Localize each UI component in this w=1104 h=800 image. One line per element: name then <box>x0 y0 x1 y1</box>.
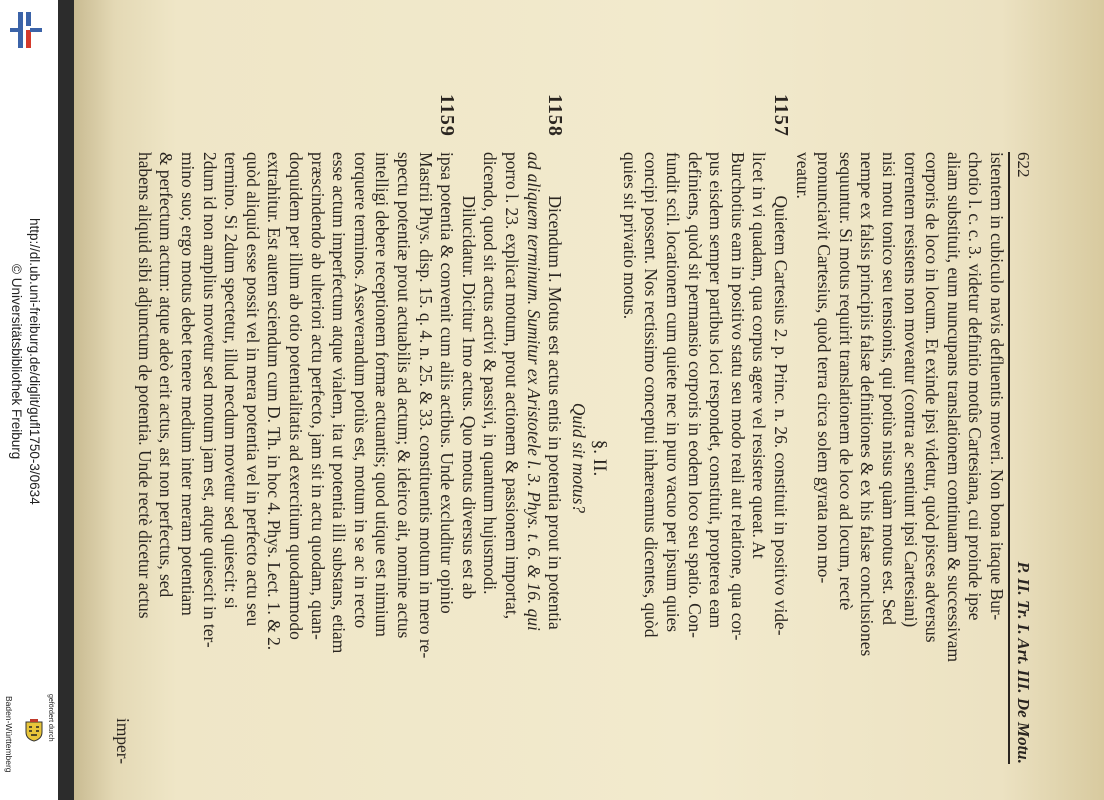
paragraph-2 <box>618 94 793 764</box>
ub-freiburg-logo-icon <box>6 10 46 50</box>
text-line: Dicendum I. Motus est actus entis in potentia prout in potentia <box>545 195 566 630</box>
page-header <box>1012 152 1036 764</box>
text-line: licet in vi quadam, qua corpus agere vel resistere queat. At <box>749 152 770 559</box>
section-heading: §. II. <box>589 439 611 477</box>
text-line: Burchotius eam in positivo statu seu modo reali aut relatione, qua cor- <box>727 152 748 641</box>
text-line: pus eisdem semper partibus loci respondet, constituit, propterea eam <box>706 152 727 629</box>
source-url-link[interactable]: http://dl.ub.uni-freiburg.de/diglit/gufl1750-3/0634 <box>27 218 42 505</box>
text-line: quies sit privatio motus. <box>619 152 640 320</box>
text-line: nempe ex falsis principiis falsæ definitiones & ex his falsæ conclusiones <box>857 152 878 657</box>
paragraph-1 <box>791 152 1007 764</box>
text-line: definiens, quòd sit permansio corporis in eodem loco seu spatio. Con- <box>684 152 705 638</box>
margin-number: 1158 <box>544 94 567 137</box>
text-line: intelligi debere receptionem formæ actuantis; quod utique est nimium <box>372 152 393 637</box>
page-text-block <box>112 94 1036 764</box>
text-line: aliam substituit, eum nuncupans translationem continuam & successivam <box>943 152 964 663</box>
header-rule <box>1008 152 1010 764</box>
text-line: esse actum imperfectum atque vialem, ita ut potentia illi substans, etiam <box>329 152 350 654</box>
scanned-page <box>74 0 1104 800</box>
text-line: concipi possent. Nos rectissimo conceptui inhæreamus dicentes, quòd <box>641 152 662 638</box>
text-line: Quietem Cartesius 2. p. Princ. n. 26. constituit in positivo vide- <box>771 195 792 636</box>
text-line: mino suo; ergo motus debet tenere medium inter meram potentiam <box>178 152 199 616</box>
section-question: Quid sit motus? <box>568 402 589 514</box>
text-line: habens aliquid sibi adjunctum de potentia. Unde rectè dicetur actus <box>134 152 155 619</box>
text-line: spectu potentiæ prout actuabilis ad actum; & ideirco ait, nomine actus <box>393 152 414 639</box>
text-line: veatur. <box>792 152 813 199</box>
text-line: doquidem per illum ab otio potentialitatis ad exercitium quodammodo <box>286 152 306 640</box>
text-line: Mastrii Phys. disp. 15. q. 4. n. 25. & 33. constituentis motum in mero re- <box>415 152 436 659</box>
viewer-sidebar <box>0 0 58 800</box>
text-line: termino. Si 2dum spectetur, illud necdum movetur sed quiescit: si <box>221 152 242 609</box>
text-line: extrahitur. Est autem sciendum cum D. Th. in hoc 4. Phys. Lect. 1. & 2. <box>264 152 285 651</box>
text-line: pronunciavit Cartesius, quòd terra circa solem gyrata non mo- <box>814 152 835 584</box>
margin-number: 1159 <box>436 94 459 137</box>
text-line: 2dum id non amplius movetur sed motum jam est, atque quiescit in ter- <box>199 152 220 648</box>
text-line: corporis de loco in locum. Et exinde ipsi videtur, quòd pisces adversus <box>922 152 943 643</box>
text-line: porro l. 23. explicat motum, prout actionem & passionem importat, <box>501 152 522 620</box>
text-line: præscindendo ab ulteriori actu perfecto, jam sit in actu quodam, quan- <box>307 152 328 640</box>
paragraph-3 <box>133 94 567 764</box>
baden-wuerttemberg-crest-icon <box>23 718 45 742</box>
text-line: fundit scil. locationem cum quiete nec in puro vacuo per ipsum quies <box>663 152 684 633</box>
text-line: Dilucidatur. Dicitur 1mo actus. Quo motus diversus est ab <box>458 195 479 600</box>
text-line: & perfectum actum: atque adeò erit actus, ast non perfectus, sed <box>156 152 177 598</box>
text-line: sequuntur. Si motus requirit translationem de loco ad locum, rectè <box>835 152 856 611</box>
funder-badge <box>2 690 56 800</box>
page-number: 622 <box>1013 152 1033 178</box>
margin-number: 1157 <box>770 94 793 137</box>
funder-line-2: Baden-Württemberg <box>4 696 14 773</box>
text-line: quòd aliquid esse possit vel in mera potentia vel in perfecto actu seu <box>242 152 263 627</box>
text-line: torrentem resistens non moveatur (contra ac sentiunt ipsi Cartesiani) <box>900 152 921 628</box>
text-line: ipsa potentia & convenit cum aliis actibus. Unde excluditur opinio <box>437 152 458 614</box>
funder-line-1: gefördert durch <box>47 694 54 742</box>
text-line: chotio l. c. c. 3. videtur definitio motûs Cartesiana, cui proinde ipse <box>965 152 986 621</box>
text-line: torquere terminos. Asseverandum potiùs est, motum in se ac in recto <box>350 152 371 629</box>
running-title: P. II. Tr. I. Art. III. De Motu. <box>1013 561 1033 764</box>
scan-edge <box>58 0 74 800</box>
catchword: imper- <box>113 717 134 764</box>
text-line: dicendo, quod sit actus activi & passivi, in quantum hujusmodi. <box>480 152 501 595</box>
copyright-notice: © Universitätsbibliothek Freiburg <box>9 264 24 460</box>
text-line: nisi motu tonico seu tensionis, qui potiùs nisus quàm motus est. Sed <box>879 152 900 625</box>
text-line: ad aliquem terminum. Sumitur ex Aristotele l. 3. Phys. t. 6. & 16. qui <box>523 152 544 631</box>
text-line: istentem in cubiculo navis defluentis moveri. Non bona itaque Bur- <box>987 152 1007 621</box>
